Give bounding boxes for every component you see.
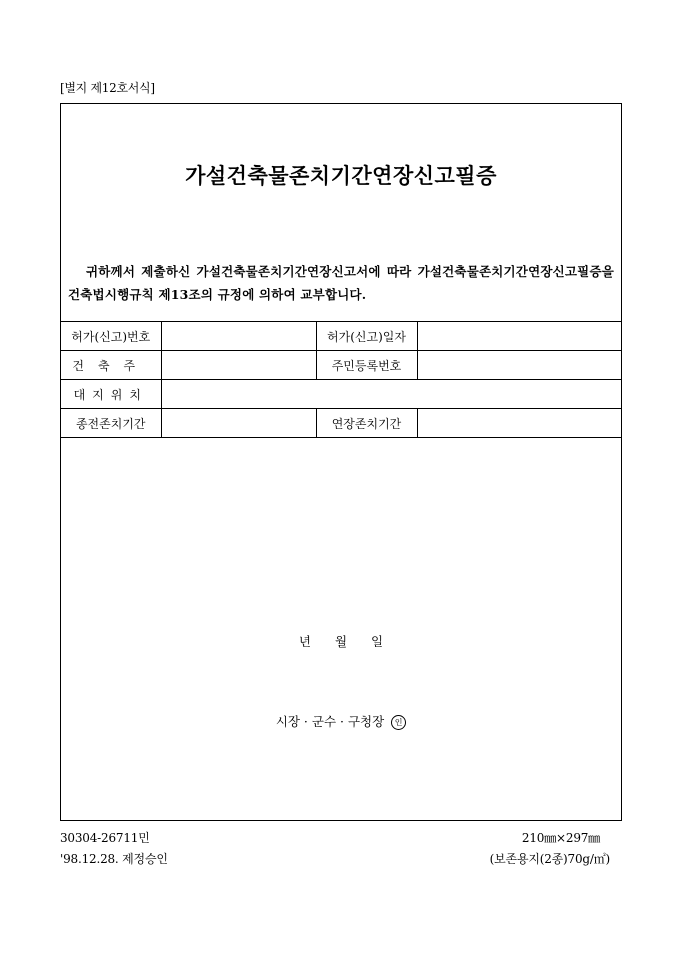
ext-period-field[interactable] [417,409,621,438]
site-location-label: 대지위치 [61,380,161,409]
table-row [61,322,621,351]
prev-period-label: 종전존치기간 [61,409,161,438]
resident-no-label: 주민등록번호 [316,351,417,380]
form-code: 30304-26711민 [60,831,150,845]
builder-field[interactable] [161,351,316,380]
info-table [61,321,621,438]
permit-no-field[interactable] [161,322,316,351]
seal-mark: 인 [391,715,406,730]
paper-size: 210㎜×297㎜ [521,831,600,845]
issue-date-line: 년 월 일 [298,634,384,649]
paper-spec: (보존용지(2종)70g/㎡) [489,852,610,866]
issuer-title: 시장 · 군수 · 구청장 [275,714,385,729]
table-row [61,351,621,380]
form-number: [별지 제12호서식] [60,81,155,95]
permit-date-label: 허가(신고)일자 [316,322,417,351]
resident-no-field[interactable] [417,351,621,380]
site-location-field[interactable] [161,380,621,409]
builder-label: 건축주 [61,351,161,380]
table-row [61,409,621,438]
certificate-frame [60,103,622,821]
document-title: 가설건축물존치기간연장신고필증 [185,163,497,188]
table-row [61,380,621,409]
permit-date-field[interactable] [417,322,621,351]
approval-date: '98.12.28. 제정승인 [60,852,168,866]
ext-period-label: 연장존치기간 [316,409,417,438]
prev-period-field[interactable] [161,409,316,438]
issuer-line [61,712,621,730]
issuance-statement: 귀하께서 제출하신 가설건축물존치기간연장신고서에 따라 가설건축물존치기간연장신고필증을 건축법시행규칙 제13조의 규정에 의하여 교부합니다. [68,264,614,302]
permit-no-label: 허가(신고)번호 [61,322,161,351]
